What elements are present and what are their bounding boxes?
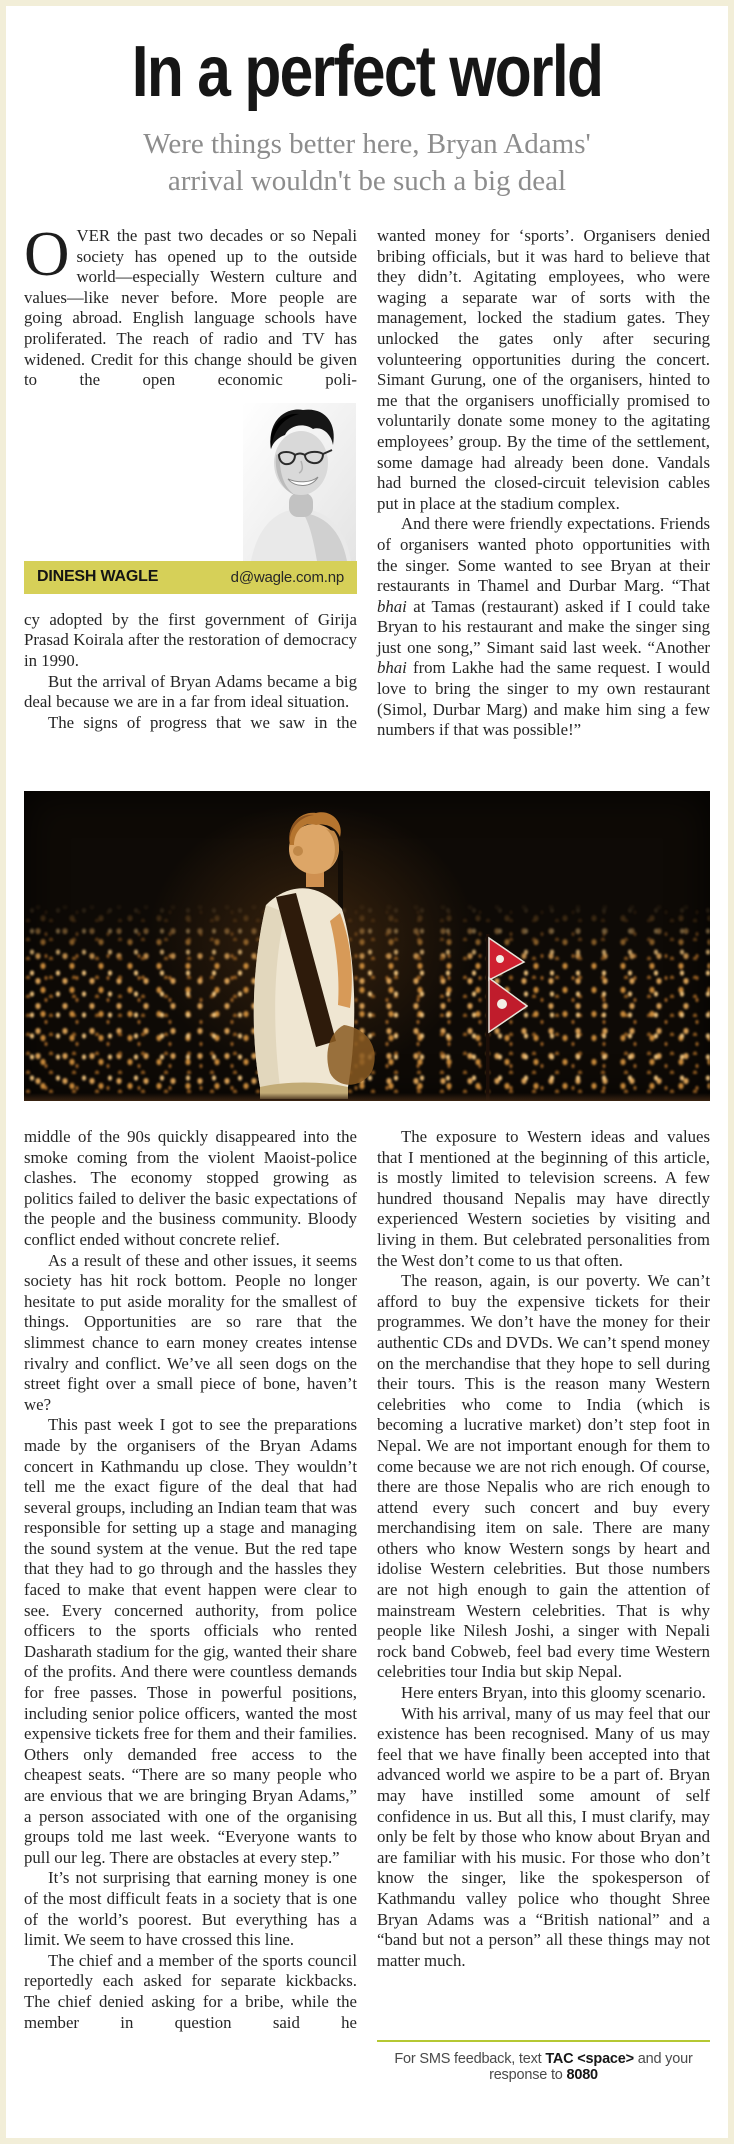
paragraph: The reason, again, is our poverty. We can’t afford to buy the expensive tickets for their programmes. We don’t have the money for their authentic CDs and DVDs. We can’t spend money on the merchandise that they hope to sell during their tours. This is the reason many Western celebrities who come to India (which is becoming a lucrative market) don’t step foot in Nepal. We are not important enough for them to come because we are not rich enough. Of course, there are those Nepalis who are rich enough to attend every such concert and buy every merchandising item on sale. There are many others who know Western songs by heart and idolise Western celebrities. But those numbers are not high enough to gain the attention of mainstream Western celebrities. That is why people like Nilesh Joshi, a singer with Nepali rock band Cobweb, feel bad every time Western celebrities tour India but skip Nepal.	[377, 1271, 710, 1682]
paragraph	[24, 226, 357, 391]
article-column-right	[377, 226, 710, 791]
paragraph: middle of the 90s quickly disappeared into the smoke coming from the violent Maoist-police clashes. The economy stopped growing as politics failed to deliver the basic expectations of the people and the business community. Bloody conflict ended without concrete relief.	[24, 1127, 357, 1249]
paragraph: The exposure to Western ideas and values that I mentioned at the beginning of this article, is mostly limited to television screens. A few hundred thousand Nepalis may have directly experienced Western societies by visiting and living in them. But celebrated personalities from the West don’t come to us that often.	[377, 1127, 710, 1270]
paragraph: Here enters Bryan, into this gloomy scenario.	[401, 1683, 706, 1703]
author-photo	[242, 403, 357, 561]
article-column-left	[24, 1127, 357, 2089]
paragraph: But the arrival of Bryan Adams became a big deal because we are in a far from ideal situation.	[24, 671, 357, 712]
concert-photo	[24, 791, 710, 1101]
page-content	[6, 32, 728, 2089]
paragraph: wanted money for ‘sports’. Organisers denied bribing officials, but it was hard to believe that they didn’t. Agitating employees, who were waging a separate war of sorts with the management, locked the stadium gates. They unlocked the gates only after securing volunteering opportunities during the concert. Simant Gurung, one of the organisers, hinted to me that the organisers unofficially promised to voluntarily donate some money to the agitating employees’ group. By the time of the settlement, some damage had already been done. Vandals had burned the closed-circuit television cables put in place at the stadium complex.	[377, 226, 710, 513]
paragraph: It’s not surprising that earning money is one of the most difficult feats in a society that is one of the world’s poorest. But everything has a limit. We seem to have crossed this line.	[24, 1868, 357, 1950]
article-column-right	[377, 1127, 710, 2089]
byline-email: d@wagle.com.np	[230, 568, 344, 586]
stage-edge	[24, 1093, 710, 1101]
nepal-flag	[456, 934, 528, 1101]
article-bottom-section	[24, 1127, 710, 2089]
author-photo-row	[24, 403, 357, 561]
paragraph: cy adopted by the first government of Girija Prasad Koirala after the restoration of democracy in 1990.	[24, 609, 357, 670]
article-header	[24, 32, 710, 200]
paragraph: This past week I got to see the preparations made by the organisers of the Bryan Adams concert in Kathmandu up close. They wouldn’t tell me the exact figure of the deal that had several groups, including an Indian team that was responsible for setting up a stage and managing the sound system at the venue. But the red tape that they had to go through and the hassles they faced to make that event happen were clear to see. Every concerned authority, from police officers to the sports officials who rented Dasharath stadium for the gig, wanted their share of the profits. And there were countless demands for free passes. Those in powerful positions, including senior police officers, wanted the most expensive tickets free for them and their families. Others only demanded free access to the cheapest seats. “There are so many people who are envious that we are bringing Bryan Adams,” a person associated with one of the organising groups told me last week. “Everyone wants to pull our leg. There are obstacles at every step.”	[24, 1415, 357, 1867]
subtitle-line: Were things better here, Bryan Adams'	[143, 128, 591, 160]
sms-feedback-text: For SMS feedback, text TAC <space> and your response to 8080	[394, 2051, 693, 2083]
paragraph: As a result of these and other issues, it seems society has hit rock bottom. People no longer hesitate to put aside morality for the smallest of things. Opportunities are so rare that the slimmest chance to earn money creates intense rivalry and conflict. We’ve all seen dogs on the street fight over a small piece of bone, haven’t we?	[24, 1250, 357, 1414]
byline-bar	[24, 561, 357, 594]
paragraph: The chief and a member of the sports council reportedly each asked for separate kickbacks. The chief denied asking for a bribe, while the member in question said he	[24, 1950, 357, 2032]
subtitle-line: arrival wouldn't be such a big deal	[167, 165, 567, 197]
drop-cap: O	[24, 226, 70, 289]
paragraph: And there were friendly expectations. Friends of organisers wanted photo opportunities with the singer. Some wanted to see Bryan at their restaurants in Thamel and Durbar Marg. “That bhai at Tamas (restaurant) asked if I could take Bryan to his restaurant and make the singer sing just one song,” Simant said last week. “Another bhai from Lakhe had the same request. I would love to bring the singer to my own restaurant (Simol, Durbar Marg) and make him sing a few numbers if that was possible!”	[377, 514, 710, 740]
article-title: In a perfect world	[131, 32, 603, 112]
author-portrait-illustration	[242, 403, 357, 561]
paragraph: With his arrival, many of us may feel that our existence has been recognised. Many of us may feel that we have finally been accepted into that advanced world we aspire to be a part of. Bryan may have instilled some amount of self confidence in us. But all this, I must clarify, may only be felt by those who know about Bryan and are familiar with his music. For those who don’t know the singer, like the spokesperson of Kathmandu valley police who thought Shree Bryan Adams was a “British national” and a “band but not a person” all these things may not matter much.	[377, 1703, 710, 1970]
singer-figure	[202, 793, 412, 1099]
article-subtitle	[24, 126, 710, 200]
divider	[377, 2040, 710, 2042]
byline-author: DINESH WAGLE	[37, 568, 159, 586]
sms-feedback-note	[377, 2040, 710, 2089]
paragraph: The signs of progress that we saw in the	[48, 712, 357, 732]
article-column-left	[24, 226, 357, 791]
paragraph-text: VER the past two decades or so Nepali society has opened up to the outside world—especially Western culture and values—like never before. More people are going abroad. English language schools have proliferated. The reach of radio and TV has widened. Credit for this change should be given to the open economic poli-	[24, 226, 357, 390]
article-top-section	[24, 226, 710, 791]
